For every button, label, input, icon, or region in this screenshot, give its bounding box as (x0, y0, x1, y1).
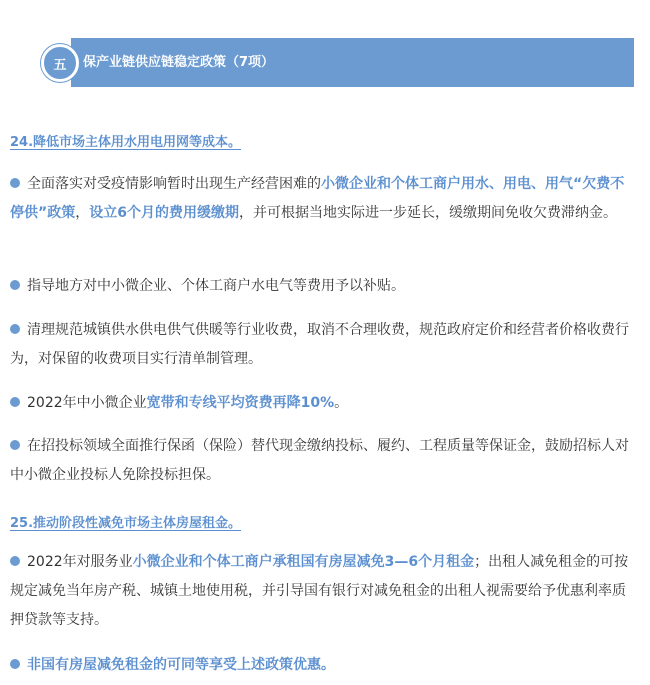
item-highlight: 设立6个月的费用缓缴期 (89, 205, 239, 221)
policy-item (10, 170, 632, 228)
item-text: ；出租人减免租金的可按规定减免当年房产税、城镇土地使用税，并引导国有银行对减免租金的出租人视需要给予优惠利率质押贷款等支持。 (10, 554, 629, 628)
policy-item (10, 548, 632, 635)
item-text: ，并可根据当地实际进一步延长，缓缴期间免收欠费滞纳金。 (238, 205, 617, 221)
policy-item (10, 432, 632, 490)
item-highlight: 非国有房屋减免租金的可同等享受上述政策优惠。 (27, 657, 335, 673)
bullet-dot (10, 324, 20, 334)
section-header (41, 38, 634, 87)
section-number-badge: 五 (41, 44, 79, 82)
policy-heading-25: 25.推动阶段性减免市场主体房屋租金。 (10, 516, 242, 531)
item-highlight: 小微企业和个体工商户承租国有房屋减免3—6个月租金 (132, 554, 475, 570)
policy-item (10, 316, 632, 374)
bullet-dot (10, 556, 20, 566)
item-text: 全面落实对受疫情影响暂时出现生产经营困难的 (27, 176, 321, 192)
item-highlight: 小微企业和个体工商户用水、用电、用气“欠费不停供”政策 (10, 176, 625, 221)
policy-item (10, 272, 632, 301)
item-text: 指导地方对中小微企业、个体工商户水电气等费用予以补贴。 (27, 278, 405, 294)
policy-item (10, 651, 632, 680)
item-text: 。 (334, 395, 349, 411)
item-text: 2022年中小微企业 (27, 395, 147, 411)
bullet-dot (10, 280, 20, 290)
bullet-dot (10, 440, 20, 450)
bullet-dot (10, 659, 20, 669)
section-title: 保产业链供应链稳定政策（7项） (83, 55, 275, 70)
item-text: 清理规范城镇供水供电供气供暖等行业收费，取消不合理收费，规范政府定价和经营者价格收费行为，对保留的收费项目实行清单制管理。 (10, 322, 629, 367)
item-text: ， (75, 205, 90, 221)
item-text: 在招投标领域全面推行保函（保险）替代现金缴纳投标、履约、工程质量等保证金，鼓励招标人对中小微企业投标人免除投标担保。 (10, 438, 629, 483)
item-text: 2022年对服务业 (27, 554, 133, 570)
policy-heading-24: 24.降低市场主体用水用电用网等成本。 (10, 135, 242, 150)
bullet-dot (10, 397, 20, 407)
item-highlight: 宽带和专线平均资费再降10% (146, 395, 335, 411)
bullet-dot (10, 178, 20, 188)
policy-item (10, 389, 632, 418)
